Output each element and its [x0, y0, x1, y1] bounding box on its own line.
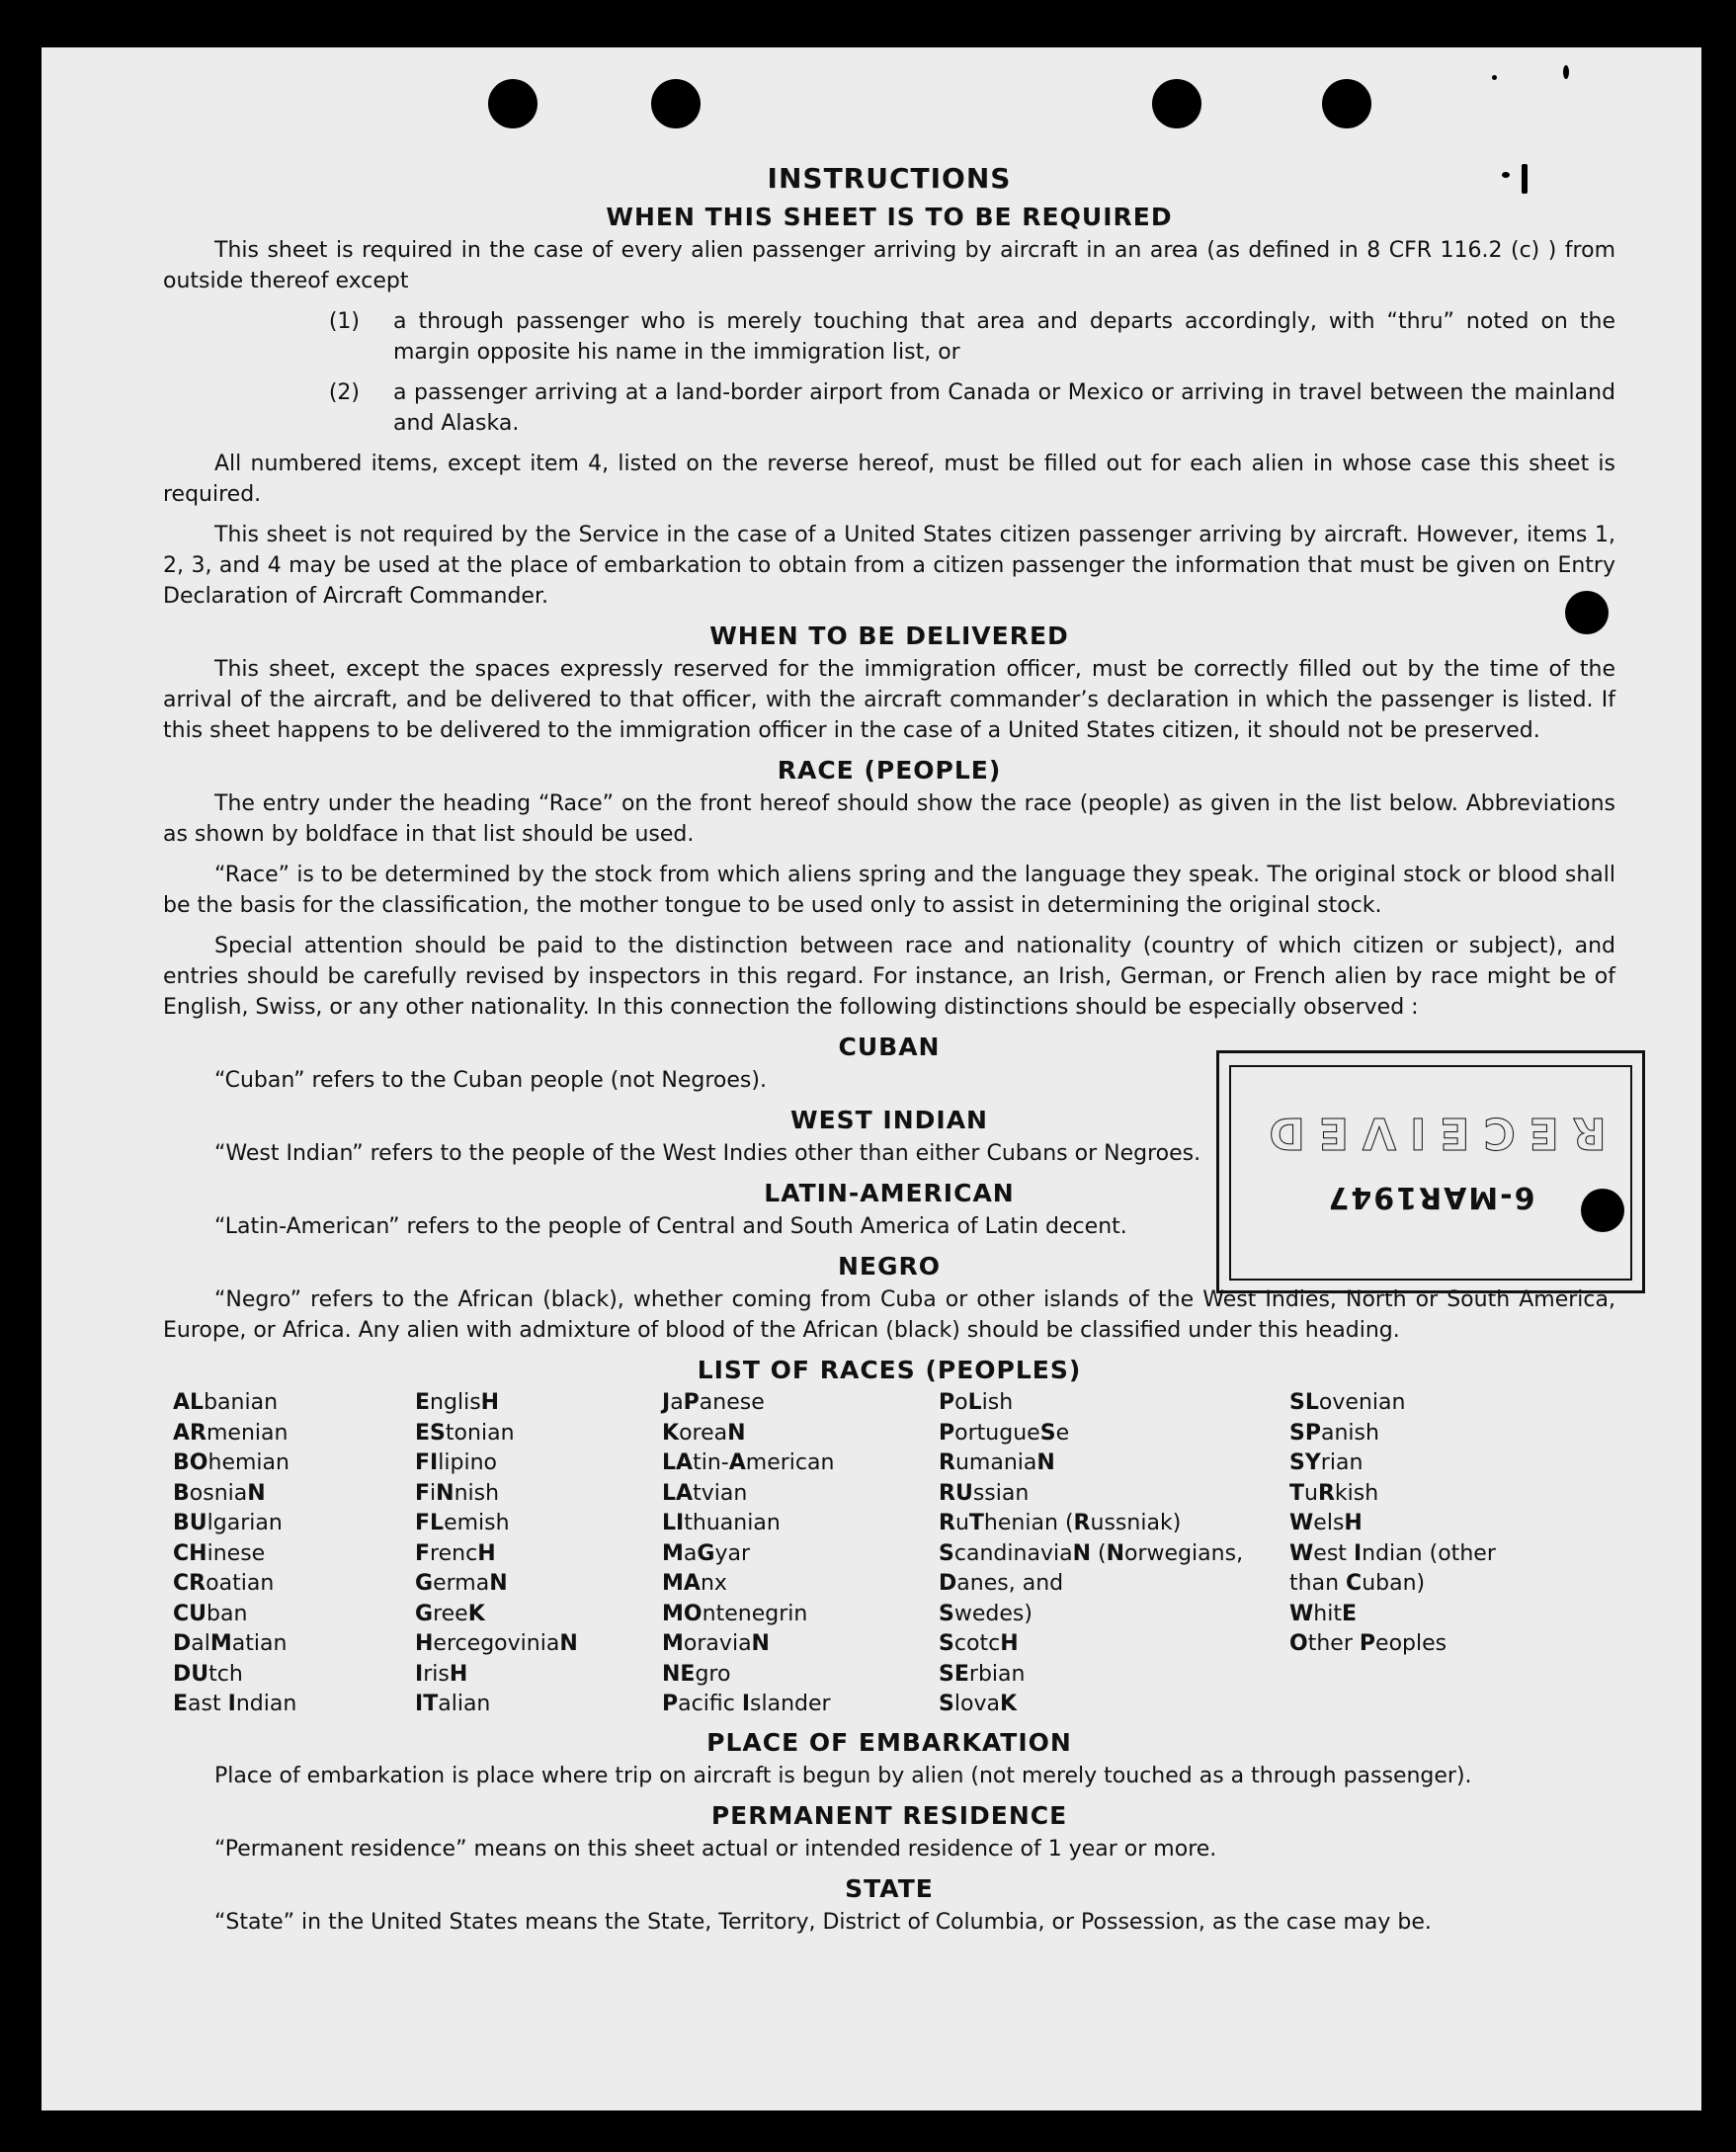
section-heading-required: WHEN THIS SHEET IS TO BE REQUIRED — [606, 203, 1173, 231]
required-paragraph: All numbered items, except item 4, listed on the reverse hereof, must be filled out for each alien in whose case this sheet is required. — [163, 452, 1615, 507]
item-text: a passenger arriving at a land-border airport from Canada or Mexico or arriving in travel between the mainland and Alaska. — [393, 380, 1615, 436]
ink-speck — [1492, 75, 1497, 80]
section-heading-residence: PERMANENT RESIDENCE — [710, 1800, 1068, 1830]
section-heading-list: LIST OF RACES (PEOPLES) — [697, 1356, 1082, 1384]
race-entry: BUlgarian — [173, 1511, 283, 1535]
west-indian-paragraph: “West Indian” refers to the people of the West Indies other than either Cubans or Negroes. — [214, 1141, 1201, 1166]
punch-hole — [1152, 79, 1201, 128]
race-entry: PortugueSe — [939, 1420, 1070, 1446]
race-entry: PoLish — [939, 1390, 1014, 1415]
required-paragraph: This sheet is not required by the Service in the case of a United States citizen passenger arriving by aircraft. However, items 1, 2, 3, and 4 may be used at the place of embarkation to obtain from a citizen passenger the information that must be given on Entry Declaration of Aircraft Commander. — [163, 523, 1615, 609]
race-entry: BosniaN — [173, 1480, 266, 1506]
races-column — [939, 1388, 1289, 1720]
received-stamp — [1216, 1050, 1645, 1293]
punch-hole — [1322, 79, 1371, 128]
section-heading-embarkation: PLACE OF EMBARKATION — [706, 1727, 1072, 1757]
race-paragraph: The entry under the heading “Race” on the front hereof should show the race (people) as given in the list below. Abbreviations as shown by boldface in that list should be used. — [163, 791, 1615, 847]
race-entry: Pacifc Islander — [662, 1692, 831, 1716]
item-number: (2) — [328, 380, 360, 405]
race-entry: CHinese — [173, 1540, 266, 1566]
section-heading-negro: NEGRO — [837, 1252, 942, 1281]
section-heading-west-indian: WEST INDIAN — [790, 1106, 988, 1134]
embarkation-paragraph: Place of embarkation is place where trip on aircraft is begun by alien (not merely touched as a through passenger). — [214, 1763, 1472, 1788]
race-entry: ITalian — [415, 1692, 491, 1716]
item-text: a through passenger who is merely touching that area and departs accordingly, with “thru” noted on the margin opposite his name in the immigration list, or — [393, 309, 1615, 365]
page-title: INSTRUCTIONS — [767, 162, 1012, 195]
race-entry: SErbian — [939, 1661, 1026, 1687]
race-entry: than Cuban) — [1289, 1571, 1426, 1596]
race-entry: LAtin-American — [662, 1450, 835, 1475]
required-intro: This sheet is required in the case of every alien passenger arriving by aircraft in an area (as defined in 8 CFR 116.2 (c) ) from outside thereof except — [163, 238, 1615, 293]
race-entry: WelsH — [1289, 1511, 1363, 1535]
exception-item — [163, 377, 1615, 439]
exception-item — [163, 306, 1615, 368]
section-heading-latin-american: LATIN-AMERICAN — [764, 1179, 1015, 1207]
race-entry: RUssian — [939, 1480, 1030, 1506]
race-entry: EStonian — [415, 1420, 515, 1446]
punch-hole — [488, 79, 537, 128]
race-entry: MaGyar — [662, 1540, 751, 1566]
races-column — [1289, 1388, 1566, 1720]
race-entry: FrencH — [415, 1540, 496, 1566]
race-paragraph: Special attention should be paid to the distinction between race and nationality (country of which citizen or subject), and entries should be carefully revised by inspectors in this regard. For instance, an Irish, German, or French alien by race might be of English, Swiss, or any other nationality. In this connection the following distinctions should be especially observed : — [163, 934, 1615, 1020]
race-entry: CRoatian — [173, 1571, 275, 1596]
race-entry: MoraviaN — [662, 1631, 770, 1656]
race-entry: KoreaN — [662, 1420, 746, 1446]
section-heading-race: RACE (PEOPLE) — [777, 756, 1002, 785]
race-entry: DalMatian — [173, 1631, 288, 1656]
race-entry: SPanish — [1289, 1420, 1379, 1446]
race-entry: East Indian — [173, 1692, 297, 1716]
race-entry: MAnx — [662, 1571, 727, 1596]
race-entry: CUban — [173, 1601, 248, 1626]
race-entry: GermaN — [415, 1571, 508, 1596]
delivered-paragraph: This sheet, except the spaces expressly reserved for the immigration officer, must be correctly filled out by the time of the arrival of the aircraft, and be delivered to that officer, with the aircraft commander’s declaration in which the passenger is listed. If this sheet happens to be delivered to the immigration officer in the case of a United States citizen, it should not be preserved. — [163, 657, 1615, 743]
stamp-label: RECEIVED — [1255, 1108, 1607, 1158]
race-entry: IrisH — [415, 1661, 468, 1687]
item-number: (1) — [328, 309, 360, 334]
race-entry: Other Peoples — [1289, 1631, 1447, 1656]
races-column — [662, 1388, 939, 1720]
race-entry: ScotcH — [939, 1631, 1019, 1656]
race-paragraph: “Race” is to be determined by the stock from which aliens spring and the language they speak. The original stock or blood shall be the basis for the classification, the mother tongue to be used only to assist in determining the original stock. — [163, 863, 1615, 918]
stamp-text — [1219, 1108, 1642, 1214]
race-entry: RumaniaN — [939, 1450, 1055, 1475]
race-entry: FiNnish — [415, 1480, 500, 1506]
race-entry: ALbanian — [173, 1390, 279, 1415]
ink-speck — [1563, 65, 1569, 79]
race-entry: NEgro — [662, 1661, 731, 1687]
race-entry: JaPanese — [662, 1390, 765, 1415]
race-entry: Danes, and — [939, 1571, 1064, 1596]
latin-american-paragraph: “Latin-American” refers to the people of Central and South America of Latin decent. — [214, 1214, 1127, 1239]
race-entry: TuRkish — [1289, 1480, 1379, 1506]
race-entry: FIlipino — [415, 1450, 497, 1475]
race-entry: LIthuanian — [662, 1511, 781, 1535]
race-entry: LAtvian — [662, 1480, 748, 1506]
race-entry: MOntenegrin — [662, 1601, 808, 1626]
race-entry: FLemish — [415, 1511, 510, 1535]
punch-hole — [651, 79, 701, 128]
race-entry: Swedes) — [939, 1601, 1033, 1626]
race-entry: BOhemian — [173, 1450, 289, 1475]
state-paragraph: “State” in the United States means the State, Territory, District of Columbia, or Possession, as the case may be. — [214, 1909, 1432, 1935]
stamp-date: 6-MAR1947 — [1326, 1180, 1535, 1214]
race-entry: West Indian (other — [1289, 1540, 1496, 1566]
section-heading-cuban: CUBAN — [838, 1033, 941, 1061]
race-entry: RuThenian (Russniak) — [939, 1511, 1182, 1535]
races-list — [173, 1388, 1615, 1720]
section-heading-delivered: WHEN TO BE DELIVERED — [709, 621, 1069, 650]
document-page — [41, 47, 1701, 2111]
race-entry: SLovenian — [1289, 1390, 1406, 1415]
race-entry: SYrian — [1289, 1450, 1364, 1475]
negro-paragraph: “Negro” refers to the African (black), whether coming from Cuba or other islands of the West Indies, North or South America, Europe, or Africa. Any alien with admixture of blood of the African (black) should be classified under this heading. — [163, 1287, 1615, 1343]
race-entry: DUtch — [173, 1661, 243, 1687]
race-entry: ScandinaviaN (Norwegians, — [939, 1540, 1244, 1566]
race-entry: ARmenian — [173, 1420, 289, 1446]
race-entry: GreeK — [415, 1601, 485, 1626]
section-heading-state: STATE — [845, 1873, 934, 1903]
race-entry: SlovaK — [939, 1692, 1018, 1716]
races-column — [415, 1388, 662, 1720]
residence-paragraph: “Permanent residence” means on this sheet actual or intended residence of 1 year or more. — [214, 1836, 1217, 1862]
race-entry: HercegoviniaN — [415, 1631, 578, 1656]
cuban-paragraph: “Cuban” refers to the Cuban people (not Negroes). — [214, 1068, 767, 1093]
race-entry: EnglisH — [415, 1390, 500, 1415]
races-column — [173, 1388, 415, 1720]
race-entry: WhitE — [1289, 1601, 1358, 1626]
